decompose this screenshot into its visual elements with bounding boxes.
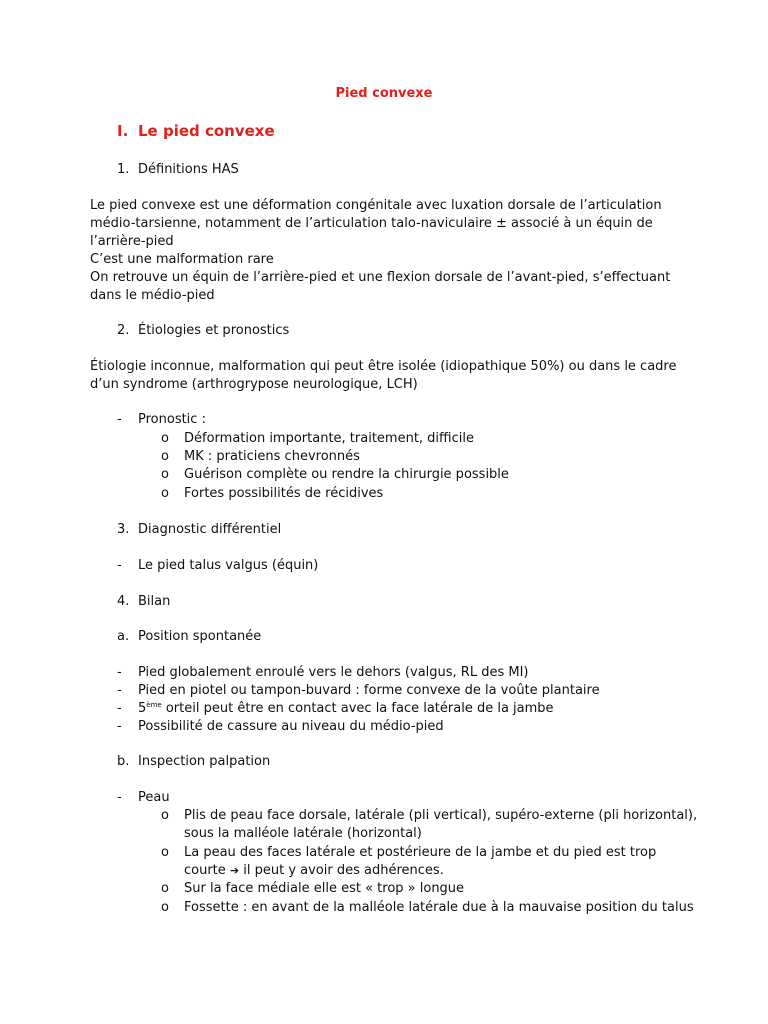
document-title: Pied convexe xyxy=(335,86,433,101)
paragraph-line: dans le médio-pied xyxy=(90,288,215,303)
dash-marker: - xyxy=(117,719,122,734)
list-item: Possibilité de cassure au niveau du médio-pied xyxy=(138,719,444,734)
section-title: Le pied convexe xyxy=(138,122,275,140)
subheading-inspection: Inspection palpation xyxy=(138,754,271,769)
dash-marker: - xyxy=(117,558,122,573)
subheading-etiologies: Étiologies et pronostics xyxy=(138,323,290,338)
subheading-position-letter: a. xyxy=(117,629,130,644)
list-item-continuation: sous la malléole latérale (horizontal) xyxy=(184,826,422,841)
bullet-marker: o xyxy=(161,881,169,896)
subheading-bilan: Bilan xyxy=(138,594,171,609)
bullet-marker: o xyxy=(161,845,169,860)
paragraph-line: Le pied convexe est une déformation congénitale avec luxation dorsale de l’articulation xyxy=(90,198,662,213)
dash-marker: - xyxy=(117,412,122,427)
dash-marker: - xyxy=(117,701,122,716)
paragraph-line: Étiologie inconnue, malformation qui peut être isolée (idiopathique 50%) ou dans le cadre xyxy=(90,359,677,374)
bullet-marker: o xyxy=(161,486,169,501)
list-item: Le pied talus valgus (équin) xyxy=(138,558,319,573)
list-item-pronostic: Pronostic : xyxy=(138,412,206,427)
list-item-text: il peut y avoir des adhérences. xyxy=(239,863,444,878)
bullet-marker: o xyxy=(161,808,169,823)
dash-marker: - xyxy=(117,683,122,698)
subheading-diagnostic-number: 3. xyxy=(117,522,130,537)
list-item: Pied globalement enroulé vers le dehors (valgus, RL des MI) xyxy=(138,665,529,680)
list-item: La peau des faces latérale et postérieure de la jambe et du pied est trop xyxy=(184,845,657,860)
paragraph-line: On retrouve un équin de l’arrière-pied et une flexion dorsale de l’avant-pied, s’effectuant xyxy=(90,270,671,285)
arrow-right-icon: ➔ xyxy=(229,864,240,877)
subheading-etiologies-number: 2. xyxy=(117,323,130,338)
paragraph-line: C’est une malformation rare xyxy=(90,252,274,267)
dash-marker: - xyxy=(117,665,122,680)
ordinal-number: 5 xyxy=(138,701,147,716)
bullet-marker: o xyxy=(161,900,169,915)
list-item-text: courte xyxy=(184,863,230,878)
section-number: I. xyxy=(117,122,129,140)
list-item-continuation xyxy=(184,862,444,880)
subheading-inspection-letter: b. xyxy=(117,754,130,769)
list-item: Déformation importante, traitement, difficile xyxy=(184,431,474,446)
ordinal-superscript: ème xyxy=(146,701,162,709)
bullet-marker: o xyxy=(161,467,169,482)
subheading-definitions-number: 1. xyxy=(117,162,130,177)
subheading-bilan-number: 4. xyxy=(117,594,130,609)
list-item: Guérison complète ou rendre la chirurgie possible xyxy=(184,467,509,482)
subheading-diagnostic: Diagnostic différentiel xyxy=(138,522,282,537)
list-item-text: orteil peut être en contact avec la face latérale de la jambe xyxy=(161,701,554,716)
subheading-position: Position spontanée xyxy=(138,629,262,644)
list-item: Sur la face médiale elle est « trop » longue xyxy=(184,881,465,896)
dash-marker: - xyxy=(117,790,122,805)
list-item: Plis de peau face dorsale, latérale (pli vertical), supéro-externe (pli horizontal), xyxy=(184,808,698,823)
subheading-definitions: Définitions HAS xyxy=(138,162,239,177)
list-item xyxy=(138,700,554,718)
list-item: Fortes possibilités de récidives xyxy=(184,486,384,501)
paragraph-line: d’un syndrome (arthrogrypose neurologique, LCH) xyxy=(90,377,418,392)
paragraph-line: l’arrière-pied xyxy=(90,234,174,249)
list-item: MK : praticiens chevronnés xyxy=(184,449,360,464)
bullet-marker: o xyxy=(161,449,169,464)
section-heading xyxy=(117,122,275,140)
list-item-peau: Peau xyxy=(138,790,170,805)
bullet-marker: o xyxy=(161,431,169,446)
list-item: Fossette : en avant de la malléole latérale due à la mauvaise position du talus xyxy=(184,900,694,915)
paragraph-line: médio-tarsienne, notamment de l’articulation talo-naviculaire ± associé à un équin de xyxy=(90,216,653,231)
list-item: Pied en piotel ou tampon-buvard : forme convexe de la voûte plantaire xyxy=(138,683,600,698)
